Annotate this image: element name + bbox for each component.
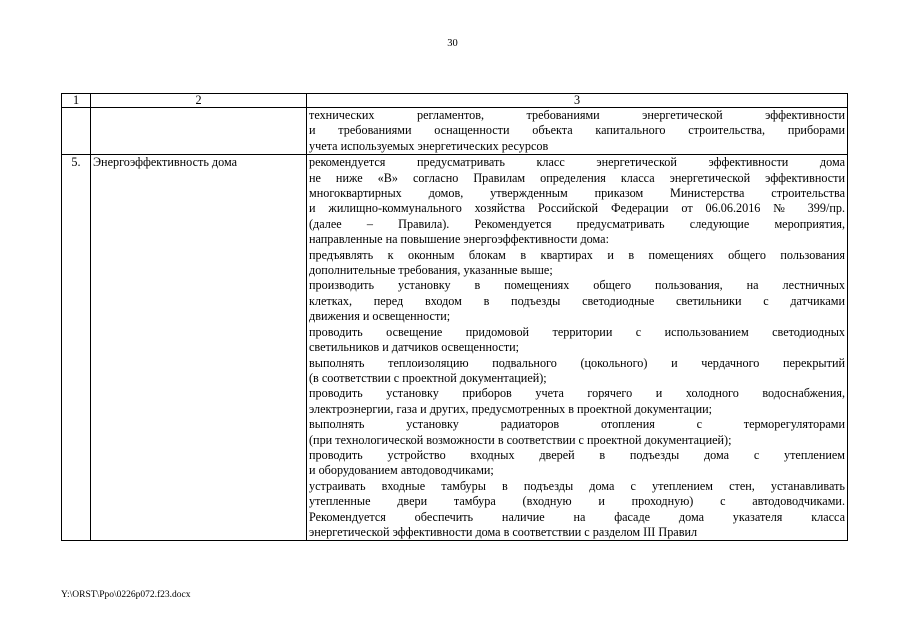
text-line: и требованиями оснащенности объекта капитального строительства, приборами xyxy=(309,123,845,138)
continuation-paragraph xyxy=(309,108,845,154)
column-header: 1 xyxy=(62,94,91,108)
table-row xyxy=(62,155,848,541)
row-number-cell: 5. xyxy=(62,155,91,541)
page-number: 30 xyxy=(447,38,458,49)
text-line: Рекомендуется обеспечить наличие на фасаде дома указателя класса xyxy=(309,509,845,524)
text-line: проводить установку приборов учета горячего и холодного водоснабжения, xyxy=(309,386,845,401)
content-paragraph xyxy=(309,278,845,324)
continuation-text-cell xyxy=(307,108,848,155)
requirements-table xyxy=(61,93,848,541)
text-line: направленные на повышение энергоэффективности дома: xyxy=(309,232,609,247)
content-paragraph xyxy=(309,325,845,356)
column-header: 2 xyxy=(91,94,307,108)
text-line: выполнять теплоизоляцию подвального (цокольного) и чердачного перекрытий xyxy=(309,355,845,370)
text-line: клетках, перед входом в подъезды светодиодные светильники с датчиками xyxy=(309,293,845,308)
text-line: выполнять установку радиаторов отопления с терморегуляторами xyxy=(309,417,845,432)
content-paragraph xyxy=(309,417,845,448)
text-line: (далее – Правила). Рекомендуется предусматривать следующие мероприятия, xyxy=(309,216,845,231)
text-line: (при технологической возможности в соответствии с проектной документацией); xyxy=(309,432,732,447)
text-line: учета используемых энергетических ресурсов xyxy=(309,138,549,153)
content-paragraph xyxy=(309,248,845,279)
text-line: энергетической эффективности дома в соответствии с разделом III Правил xyxy=(309,524,698,539)
text-line: светильников и датчиков освещенности; xyxy=(309,340,520,355)
text-line: рекомендуется предусматривать класс энергетической эффективности дома xyxy=(309,155,845,170)
text-line: утепленные двери тамбура (входную и проходную) с автодоводчиками. xyxy=(309,494,845,509)
empty-cell xyxy=(91,108,307,155)
text-line: производить установку в помещениях общего пользования, на лестничных xyxy=(309,278,845,293)
content-paragraph xyxy=(309,356,845,387)
content-paragraph xyxy=(309,448,845,479)
text-line: электроэнергии, газа и других, предусмотренных в проектной документации; xyxy=(309,401,713,416)
text-line: устраивать входные тамбуры в подъезды дома с утеплением стен, устанавливать xyxy=(309,478,845,493)
table-header-row xyxy=(62,94,848,108)
text-line: предъявлять к оконным блокам в квартирах и в помещениях общего пользования xyxy=(309,247,845,262)
text-line: и жилищно-коммунального хозяйства Российской Федерации от 06.06.2016 № 399/пр. xyxy=(309,201,845,216)
empty-cell xyxy=(62,108,91,155)
text-line: технических регламентов, требованиями энергетической эффективности xyxy=(309,108,845,122)
row-content-cell xyxy=(307,155,848,541)
text-line: движения и освещенности; xyxy=(309,309,451,324)
text-line: (в соответствии с проектной документацией); xyxy=(309,370,547,385)
content-paragraph xyxy=(309,155,845,247)
text-line: не ниже «В» согласно Правилам определения класса энергетической эффективности xyxy=(309,170,845,185)
text-line: проводить устройство входных дверей в подъезды дома с утеплением xyxy=(309,447,845,462)
table-row-continuation xyxy=(62,108,848,155)
text-line: и оборудованием автодоводчиками; xyxy=(309,463,494,478)
text-line: дополнительные требования, указанные выше; xyxy=(309,263,553,278)
row-name-cell: Энергоэффективность дома xyxy=(91,155,307,541)
text-line: многоквартирных домов, утвержденным приказом Министерства строительства xyxy=(309,186,845,201)
text-line: проводить освещение придомовой территории с использованием светодиодных xyxy=(309,324,845,339)
footer-file-path: Y:\ORST\Ppo\0226p072.f23.docx xyxy=(61,590,191,600)
column-header: 3 xyxy=(307,94,848,108)
content-paragraph xyxy=(309,479,845,541)
content-paragraph xyxy=(309,386,845,417)
